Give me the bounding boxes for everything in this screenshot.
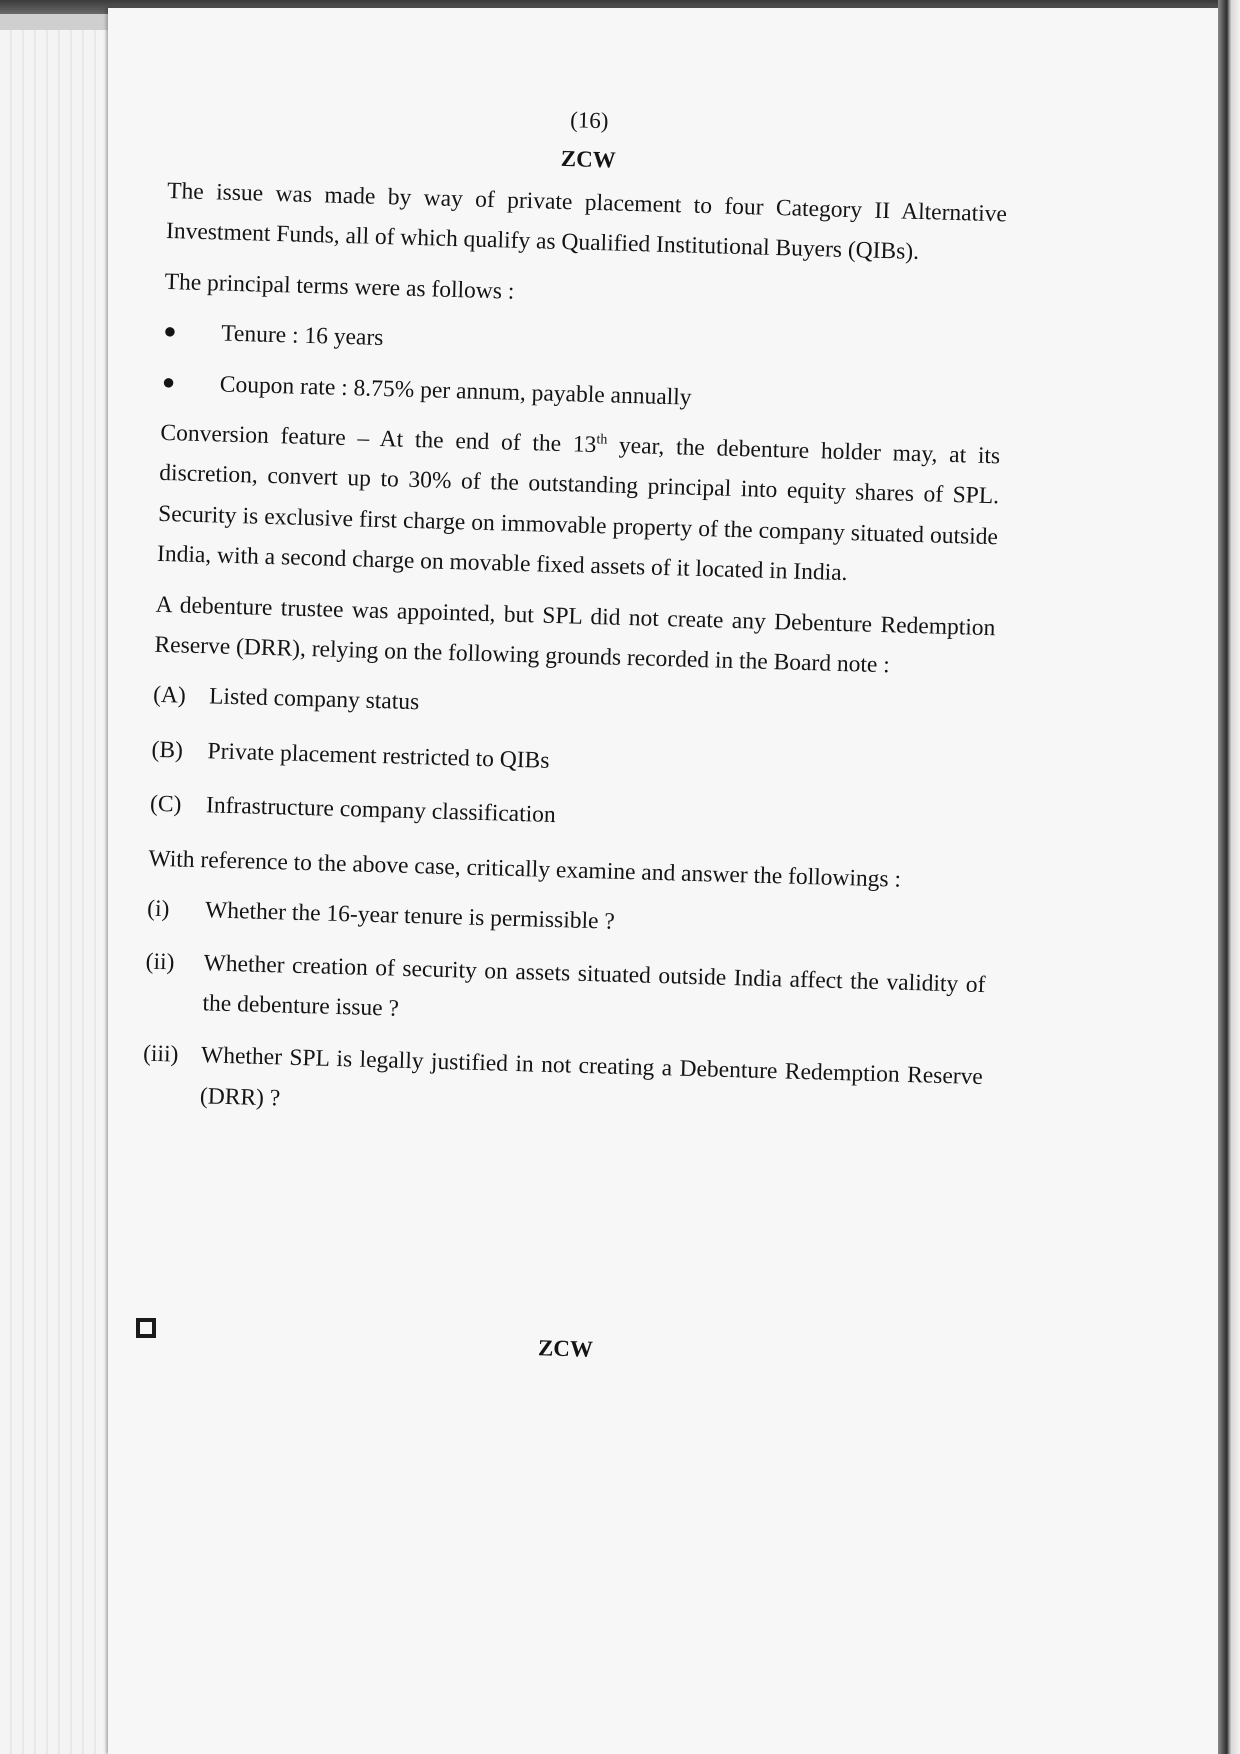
instruction-paragraph: With reference to the above case, critically examine and answer the followings : [148,845,902,893]
paper-code-footer: ZCW [537,1335,594,1362]
question-marker: (iii) [142,1040,179,1068]
question-text: Whether creation of security on assets situated outside India affect the validity of the debenture issue ? [202,949,986,1022]
question-item [144,941,986,1045]
questions-list [141,889,987,1138]
ground-marker: (C) [149,791,182,818]
paper-stack-edge [0,30,120,1754]
conversion-text-rest: year, the debenture holder may, at its discretion, convert up to 30% of the outstanding principal into equity shares of SPL. Security is exclusive first charge on immovable property of the company situated outside India, with a second charge on movable fixed assets of it located in India. [156,432,1001,587]
ground-text: Private placement restricted to QIBs [207,738,550,774]
conversion-paragraph [157,413,1001,598]
grounds-list [150,675,994,848]
ground-item [150,784,991,848]
intro-paragraph: The issue was made by way of private placement to four Category II Alternative Investment Funds, all of which qualify as Qualified Institutional Buyers (QIBs). [165,177,1008,266]
conversion-text-start: Conversion feature – At the end of the 13 [160,419,597,459]
question-text: Whether the 16-year tenure is permissible ? [204,897,616,935]
terms-list [161,312,1003,426]
term-text: Coupon rate : 8.75% per annum, payable annually [219,371,692,411]
trustee-paragraph: A debenture trustee was appointed, but SPL did not create any Debenture Redemption Reserve (DRR), relying on the following grounds recorded in the Board note : [154,591,996,679]
paper-code-header: ZCW [560,145,617,172]
question-marker: (ii) [145,948,175,975]
question-text: Whether SPL is legally justified in not creating a Debenture Redemption Reserve (DRR) ? [199,1042,984,1112]
terms-heading: The principal terms were as follows : [164,268,515,305]
question-item [141,1034,983,1138]
page-number: (16) [569,107,609,134]
ordinal-suffix: th [596,432,608,448]
bullet-icon: ● [161,368,176,394]
ground-marker: (B) [151,736,184,764]
bullet-icon: ● [162,318,177,344]
ground-text: Listed company status [208,683,420,716]
ground-item [151,730,992,794]
term-text: Tenure : 16 years [220,320,384,352]
square-marker-icon [136,1318,156,1338]
ground-text: Infrastructure company classification [205,792,557,829]
ground-marker: (A) [152,682,187,710]
page-content [141,92,1010,1150]
question-marker: (i) [146,895,170,923]
scanner-right-edge [1218,0,1240,1754]
